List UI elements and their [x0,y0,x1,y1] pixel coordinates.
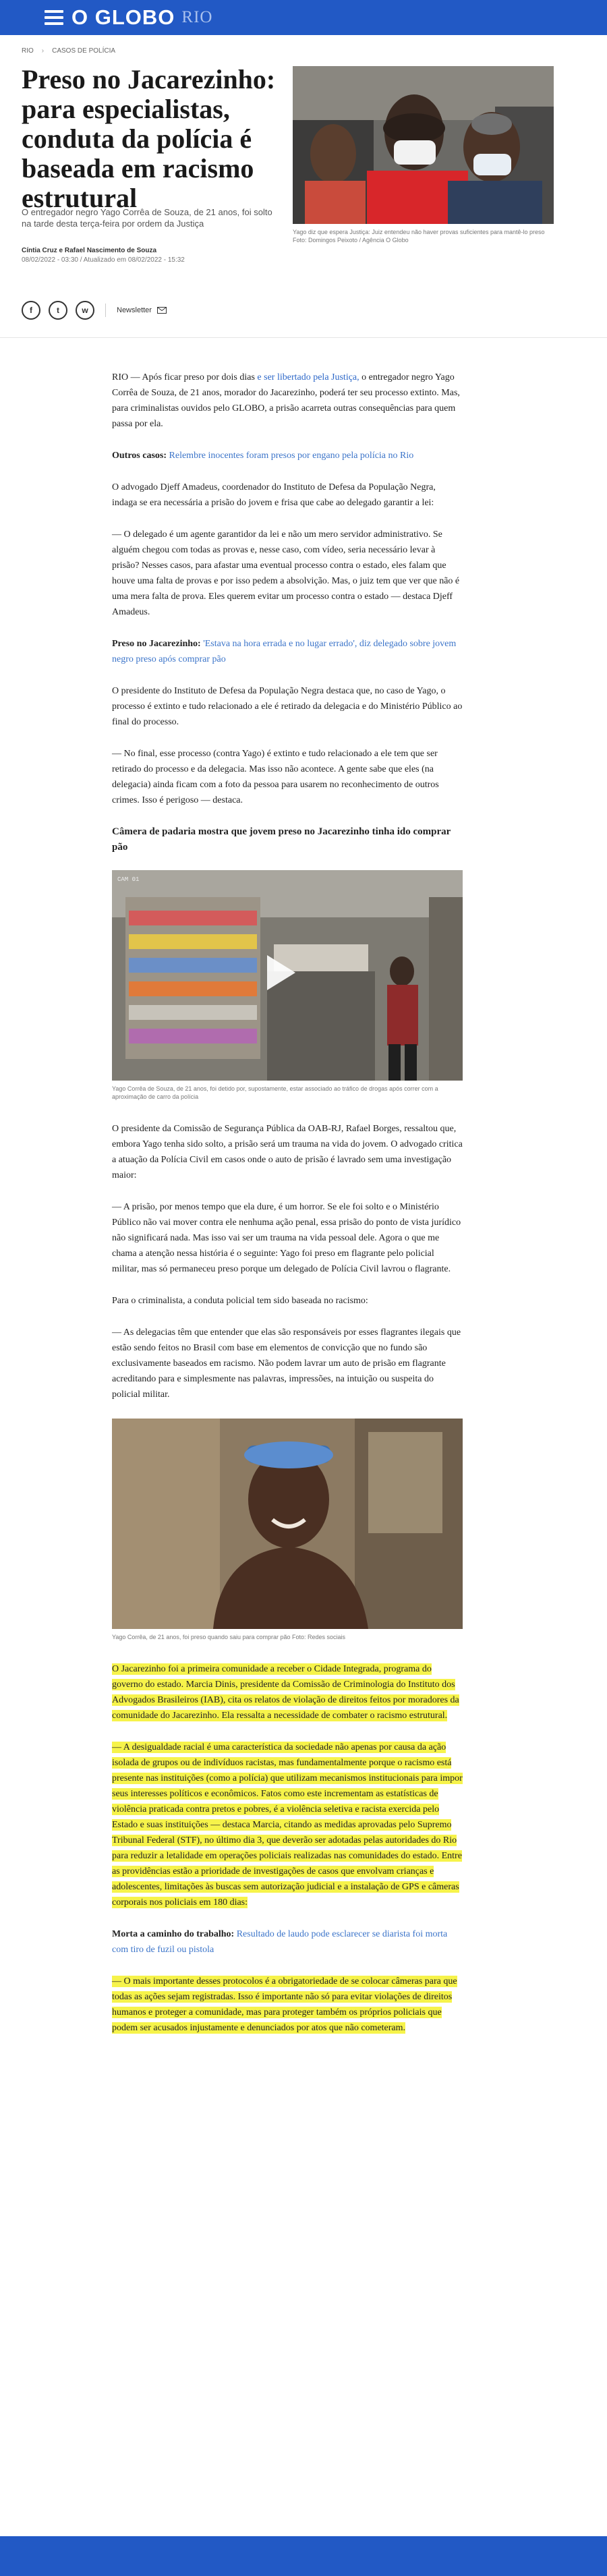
hero-photo[interactable] [293,66,554,224]
hamburger-menu-icon[interactable] [45,10,63,25]
highlight: — O mais importante desses protocolos é a obrigatoriedade de se colocar câmeras para que todas as ações sejam registradas. Isso é importante não só para evitar violações de direitos humanos e proteger a comunidade, mas para proteger também os próprios policiais que podem ser acusados injustamente e denunciados por atos que não cometeram. [112,1976,457,2033]
highlighted-paragraph [112,1661,463,1723]
highlighted-paragraph [112,1974,463,2036]
breadcrumb-item-rio[interactable]: RIO [22,47,34,55]
paragraph: — No final, esse processo (contra Yago) é extinto e tudo relacionado a ele tem que ser retirado do processo e da delegacia. Mas isso não acontece. A gente sabe que eles (na delegacia) ainda ficam com a foto da pessoa para usarem no reconhecimento de outros crimes. Isso é perigoso — destaca. [112,749,439,805]
section-name[interactable]: RIO [181,8,213,26]
video-figure [112,870,463,1101]
inline-link-libertado[interactable]: e ser libertado pela Justiça, [257,372,359,382]
related-link-inocentes[interactable]: Relembre inocentes foram presos por engano pela polícia no Rio [169,451,414,461]
video-section-title: Câmera de padaria mostra que jovem preso no Jacarezinho tinha ido comprar pão [112,826,451,853]
article-body [112,370,463,2052]
footer-bar [0,2536,607,2576]
article-title: Preso no Jacarezinho: para especialistas, conduta da polícia é baseada em racismo estrutural [22,64,276,213]
play-icon[interactable] [267,955,295,990]
paragraph: — O delegado é um agente garantidor da lei e não um mero servidor administrativo. Se alguém chegou com todas as provas e, nesse caso, com vídeo, seria necessário levar à prisão? Nesses casos, para afastar uma eventual processo contra o estado, eles falam que houve uma falta de provas e por isso pedem a absolvição. Mas, o juiz tem que ver que não é uma mera falta de prova. Eles querem evitar um processo contra o estado — destaca Djeff Amadeus. [112,529,460,617]
paragraph: O advogado Djeff Amadeus, coordenador do Instituto de Defesa da População Negra, indaga se era necessária a prisão do jovem e frisa que cabe ao delegado garantir a lei: [112,482,436,508]
related-link-block [112,636,463,667]
article-authors: Cíntia Cruz e Rafael Nascimento de Souza [22,247,157,254]
mail-icon [157,307,167,314]
highlight: O Jacarezinho foi a primeira comunidade a receber o Cidade Integrada, programa do governo do estado. Marcia Dinis, presidente da Comissão de Criminologia do Instituto dos Advogados Brasileiros (IAB), cita os relatos de violação de direitos feitos por moradores da comunidade do Jacarezinho. Ela ressalta a necessidade de combater o racismo estrutural. [112,1664,459,1721]
breadcrumb-item-casos-de-policia[interactable]: CASOS DE POLÍCIA [52,47,116,55]
paragraph-text: RIO — Após ficar preso por dois dias [112,372,258,382]
breadcrumb-separator: › [41,47,45,55]
svg-text:CAM 01: CAM 01 [117,876,140,883]
newsletter-label: Newsletter [117,306,152,314]
breadcrumb [22,47,115,55]
yago-photo-illustration [112,1419,463,1629]
article-subtitle: O entregador negro Yago Corrêa de Souza, de 21 anos, foi solto na tarde desta terça-feira por ordem da Justiça [22,207,272,229]
hero-photo-illustration [293,66,554,224]
related-link-hora-errada[interactable]: 'Estava na hora errada e no lugar errado', diz delegado sobre jovem negro preso após comprar pão [112,639,457,664]
whatsapp-share-icon[interactable]: w [76,301,94,320]
related-label: Morta a caminho do trabalho: [112,1929,235,1939]
highlight: — A desigualdade racial é uma característica da sociedade não apenas por causa da ação isolada de grupos ou de indivíduos racistas, mas fundamentalmente porque o racismo está presente nas instituições (como a polícia) que utilizam mecanismos institucionais para impor seus interesses políticos e econômicos. Fatos como este incrementam as estatísticas de violência praticada contra pretos e pobres, é a violência seletiva e racista exercida pelo Estado e suas instituições — destaca Marcia, citando as medidas aprovadas pelo Supremo Tribunal Federal (STF), no último dia 3, que deverão ser adotadas pelas autoridades do Rio para reduzir a letalidade em operações policiais realizadas nas comunidades do estado. Entre as providências estão a prioridade de investigações de casos que envolvam crianças e adolescentes, limitações às buscas sem autorização judicial e a instalação de GPS e câmeras corporais nos policiais em 180 dias: [112,1742,463,1908]
related-label: Preso no Jacarezinho: [112,639,201,649]
newsletter-link[interactable] [117,306,167,314]
paragraph: — As delegacias têm que entender que elas são responsáveis por esses flagrantes ilegais que estão sendo feitos no Brasil com base em elementos de convicção que no fundo são exclusivamente baseados em racismo. Não podem lavrar um auto de prisão em flagrante acreditando para e simplesmente nas palavras, impressões, na intuição ou suspeita do policial militar. [112,1327,461,1400]
facebook-share-icon[interactable]: f [22,301,40,320]
related-link-block [112,1926,463,1957]
paragraph-text: o entregador negro Yago Corrêa de Souza, de 21 anos, morador do Jacarezinho, poderá ter seu processo extinto. Mas, para criminalistas ouvidos pelo GLOBO, a prisão acarreta outras consequências para quem passa por ela. [112,372,460,429]
related-link-block [112,448,463,463]
hero-photo-caption: Yago diz que espera Justiça: Juiz entendeu não haver provas suficientes para mantê-lo preso Foto: Domingos Peixoto / Agência O Globo [293,229,545,244]
yago-photo[interactable] [112,1419,463,1629]
paragraph: O presidente do Instituto de Defesa da População Negra destaca que, no caso de Yago, o processo é extinto e tudo relacionado a ele é retirado da delegacia e do Ministério Público ao final do processo. [112,686,463,727]
share-bar [22,301,167,320]
header-divider [0,337,607,338]
top-navigation-bar [0,0,607,35]
video-player[interactable] [112,870,463,1081]
related-label: Outros casos: [112,451,167,461]
paragraph: Para o criminalista, a conduta policial tem sido baseada no racismo: [112,1296,368,1306]
twitter-share-icon[interactable]: t [49,301,67,320]
photo-figure [112,1419,463,1641]
related-link-diarista[interactable]: Resultado de laudo pode esclarecer se diarista foi morta com tiro de fuzil ou pistola [112,1929,448,1955]
article-dates: 08/02/2022 - 03:30 / Atualizado em 08/02/2022 - 15:32 [22,256,185,264]
video-caption: Yago Corrêa de Souza, de 21 anos, foi detido por, supostamente, estar associado ao tráfico de drogas após correr com a aproximação de carro da polícia [112,1085,438,1100]
paragraph: O presidente da Comissão de Segurança Pública da OAB-RJ, Rafael Borges, ressaltou que, embora Yago tenha sido solto, a prisão será um trauma na vida do jovem. O advogado critica a atuação da Polícia Civil em casos onde o auto de prisão é lavrado sem uma investigação maior: [112,1124,463,1180]
photo-caption: Yago Corrêa, de 21 anos, foi preso quando saiu para comprar pão Foto: Redes sociais [112,1634,346,1640]
highlighted-paragraph [112,1740,463,1910]
paragraph: — A prisão, por menos tempo que ela dure, é um horror. Se ele foi solto e o Ministério Público não vai mover contra ele nenhuma ação penal, essa prisão do ponto de vista jurídico não significará nada. Mas isso vai ser um trauma na vida pessoal dele. Agora o que me chama a atenção nessa história é o seguinte: Yago foi preso em flagrante pelo policial militar, mas só permaneceu preso porque um delegado de Polícia Civil lavrou o flagrante. [112,1202,461,1274]
paragraph [112,370,463,432]
site-logo[interactable]: O GLOBO [71,5,175,29]
share-divider [105,304,106,317]
